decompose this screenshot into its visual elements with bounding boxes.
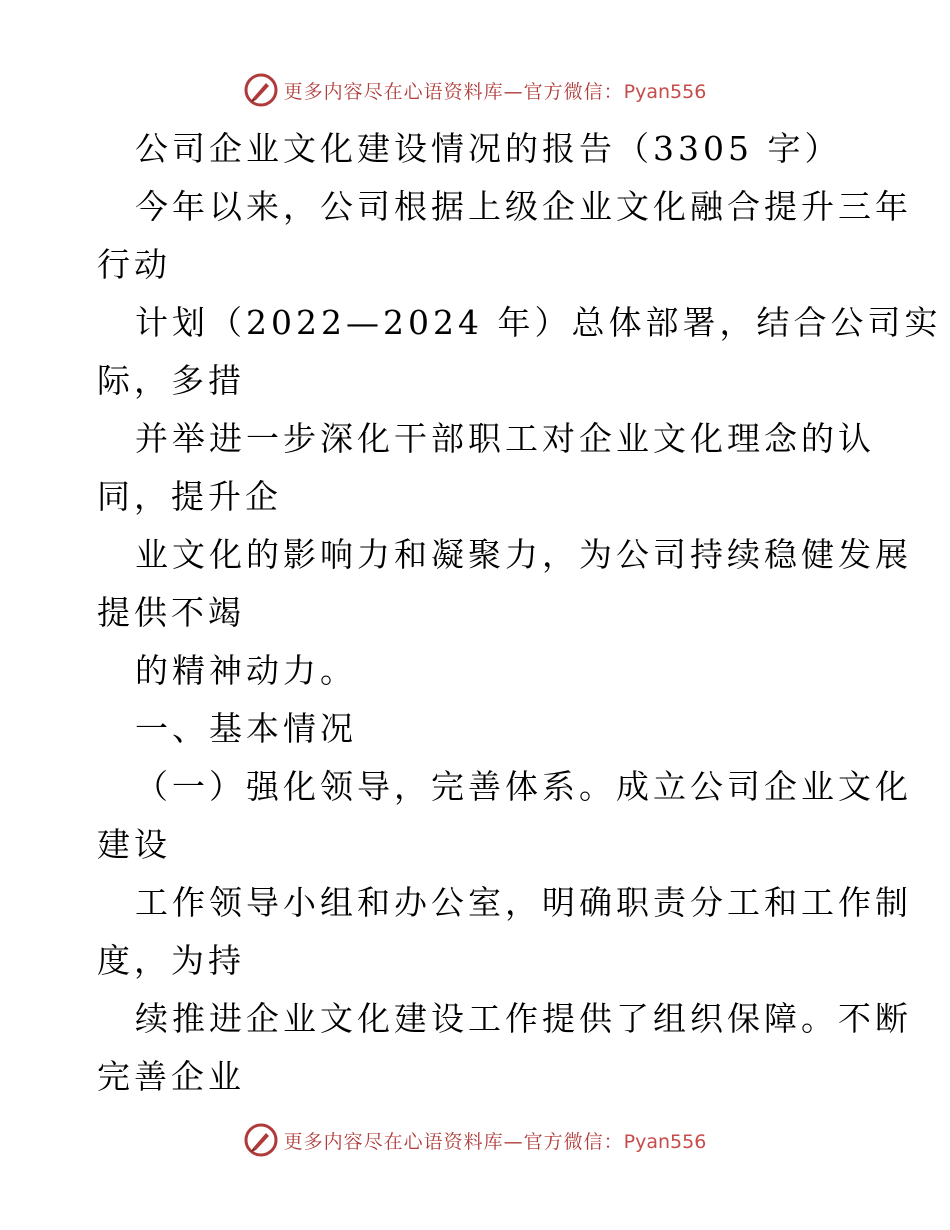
pen-logo-icon [244,1123,278,1157]
paragraph-line: 今年以来，公司根据上级企业文化融合提升三年 [135,187,912,226]
header-banner-id: Pyan556 [623,80,707,103]
pen-logo-icon [244,73,278,107]
paragraph-line: 建设 [97,825,171,864]
paragraph-line: 度，为持 [97,941,245,980]
footer-banner [0,1120,950,1160]
paragraph-line: 同，提升企 [97,477,282,516]
paragraph-line: 完善企业 [97,1057,245,1096]
section-heading: 一、基本情况 [135,709,357,748]
header-banner [0,70,950,110]
paragraph-line: 计划（2022—2024 年）总体部署，结合公司实 [135,303,942,342]
document-title: 公司企业文化建设情况的报告（3305 字） [135,129,842,168]
paragraph-line: 行动 [97,245,171,284]
paragraph-line: 际，多措 [97,361,245,400]
paragraph-line: 工作领导小组和办公室，明确职责分工和工作制 [135,883,912,922]
paragraph-line: 的精神动力。 [135,651,357,690]
paragraph-line: 业文化的影响力和凝聚力，为公司持续稳健发展 [135,535,912,574]
paragraph-line: 续推进企业文化建设工作提供了组织保障。不断 [135,999,912,1038]
paragraph-line: 提供不竭 [97,593,245,632]
paragraph-line: （一）强化领导，完善体系。成立公司企业文化 [135,767,912,806]
document-body [97,120,942,1106]
paragraph-line: 并举进一步深化干部职工对企业文化理念的认 [135,419,875,458]
header-banner-text: 更多内容尽在心语资料库—官方微信：Pyan556 [283,80,707,103]
footer-banner-text: 更多内容尽在心语资料库—官方微信：Pyan556 [283,1130,707,1153]
footer-banner-id: Pyan556 [623,1130,707,1153]
